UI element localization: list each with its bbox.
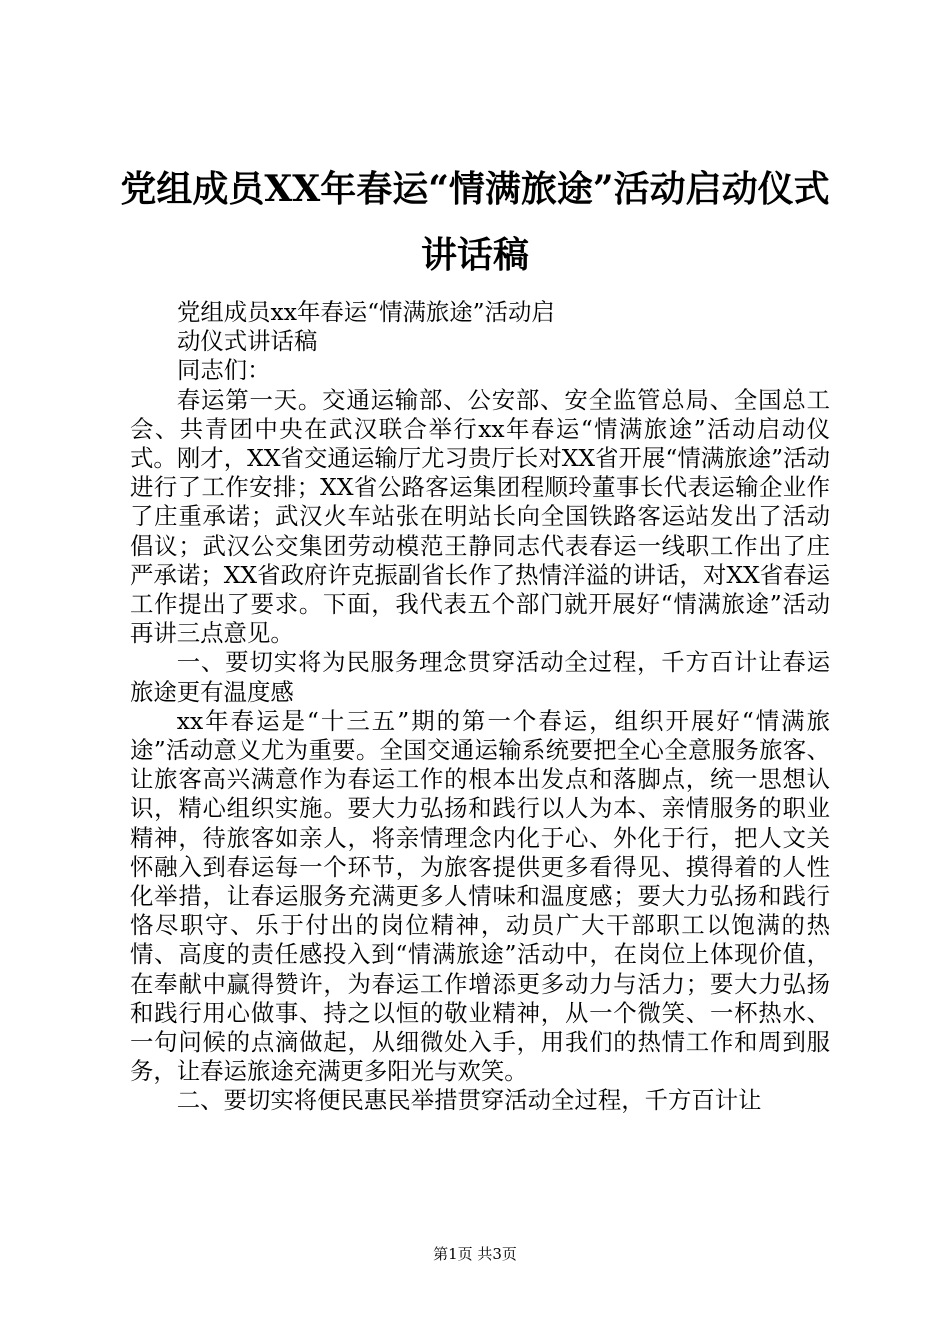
section-heading-2: 二、要切实将便民惠民举措贯穿活动全过程，千方百计让 <box>176 1086 762 1115</box>
section-heading-1: 一、要切实将为民服务理念贯穿活动全过程，千方百计让春运旅途更有温度感 <box>130 648 830 706</box>
salutation: 同志们： <box>177 356 271 385</box>
document-title: 党组成员XX年春运“情满旅途”活动启动仪式讲话稿 <box>120 168 830 276</box>
page-footer: 第1页 共3页 <box>433 1245 517 1263</box>
document-body <box>130 298 830 1116</box>
paragraph-opening: 春运第一天。交通运输部、公安部、安全监管总局、全国总工会、共青团中央在武汉联合举行xx年春运“情满旅途”活动启动仪式。刚才，XX省交通运输厅尤习贵厅长对XX省开展“情满旅途”活动进行了工作安排；XX省公路客运集团程顺玲董事长代表运输企业作了庄重承诺；武汉火车站张在明站长向全国铁路客运站发出了活动倡议；武汉公交集团劳动模范王静同志代表春运一线职工作出了庄严承诺；XX省政府许克振副省长作了热情洋溢的讲话，对XX省春运工作提出了要求。下面，我代表五个部门就开展好“情满旅途”活动再讲三点意见。 <box>130 385 830 648</box>
subtitle-line-1: 党组成员xx年春运“情满旅途”活动启 <box>177 298 555 326</box>
paragraph-section-1: xx年春运是“十三五”期的第一个春运，组织开展好“情满旅途”活动意义尤为重要。全国交通运输系统要把全心全意服务旅客、让旅客高兴满意作为春运工作的根本出发点和落脚点，统一思想认识，精心组织实施。要大力弘扬和践行以人为本、亲情服务的职业精神，待旅客如亲人，将亲情理念内化于心、外化于行，把人文关怀融入到春运每一个环节，为旅客提供更多看得见、摸得着的人性化举措，让春运服务充满更多人情味和温度感；要大力弘扬和践行恪尽职守、乐于付出的岗位精神，动员广大干部职工以饱满的热情、高度的责任感投入到“情满旅途”活动中，在岗位上体现价值，在奉献中赢得赞许，为春运工作增添更多动力与活力；要大力弘扬和践行用心做事、持之以恒的敬业精神，从一个微笑、一杯热水、一句问候的点滴做起，从细微处入手，用我们的热情工作和周到服务，让春运旅途充满更多阳光与欢笑。 <box>130 706 830 1086</box>
subtitle-line-2: 动仪式讲话稿 <box>177 327 318 356</box>
